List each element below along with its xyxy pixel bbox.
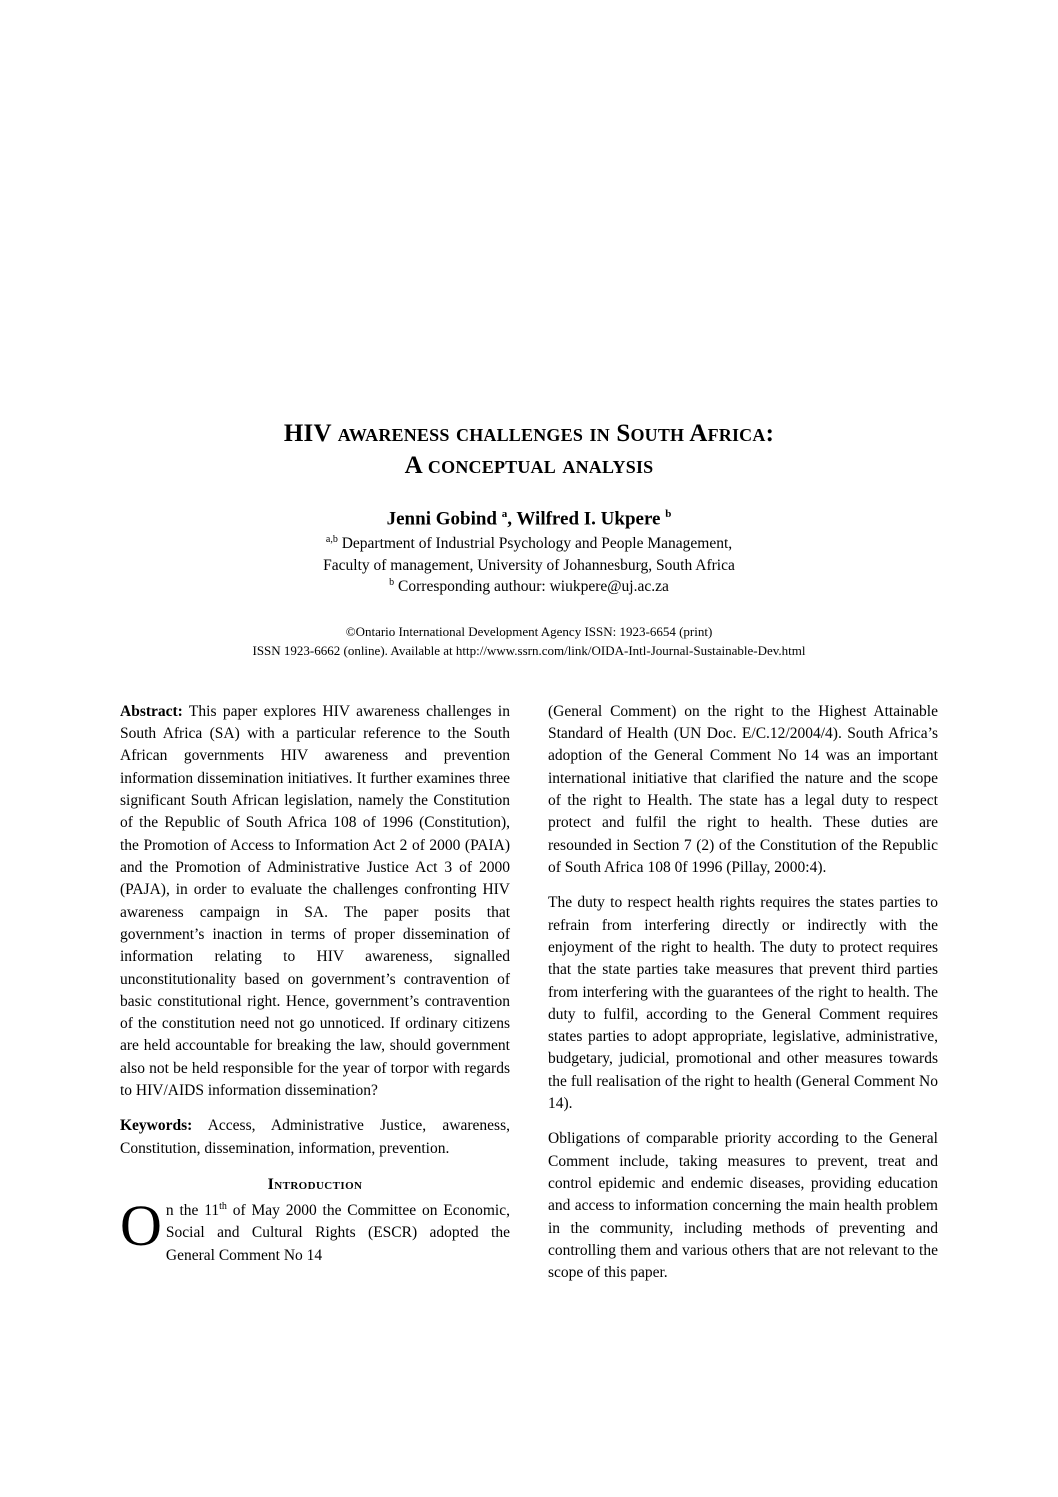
abstract-text: This paper explores HIV awareness challenges in South Africa (SA) with a particular reference to the South African governments HIV awareness and prevention information dissemination initiatives. It further examines three significant South African legislation, namely the Constitution of the Republic of South Africa 108 of 1996 (Constitution), the Promotion of Access to Information Act 2 of 2000 (PAIA) and the Promotion of Administrative Justice Act 3 of 2000 (PAJA), in order to evaluate the challenges confronting HIV awareness campaign in SA. The paper posits that government’s inaction in terms of proper dissemination of information relating to HIV awareness, signalled unconstitutionality based on government’s contravention of basic constitutional right. Hence, government’s contravention of the constitution need not go unnoticed. If ordinary citizens are held accountable for breaking the law, should government also not be held responsible for the year of torpor with regards to HIV/AIDS information dissemination? (120, 702, 510, 1100)
title-line-1: HIV awareness challenges in South Africa: (283, 420, 775, 447)
two-column-body (120, 701, 938, 1298)
paper-content (120, 418, 938, 1298)
introduction-paragraph (120, 1193, 510, 1267)
left-column (120, 701, 510, 1298)
corresponding-author-line (120, 576, 938, 598)
body-paragraph-1: (General Comment) on the right to the Highest Attainable Standard of Health (UN Doc. E/C.12/2004/4). South Africa’s adoption of the General Comment No 14 was an important international initiative that clarified the nature and the scope of the right to Health. The state has a legal duty to respect protect and fulfil the right to health. These duties are resounded in Section 7 (2) of the Constitution of the Republic of South Africa 108 0f 1996 (Pillay, 2000:4). (548, 702, 938, 876)
intro-ordinal-superscript: th (219, 1201, 227, 1213)
body-paragraph-3: Obligations of comparable priority according to the General Comment include, taking measures to prevent, treat and control epidemic and endemic diseases, providing education and access to information concerning the main health problem in the community, including methods of preventing and controlling them and various others that are not relevant to the scope of this paper. (548, 1130, 938, 1282)
author-list (120, 508, 938, 530)
body-paragraph-2: The duty to respect health rights requires the states parties to refrain from interfering directly or indirectly with the enjoyment of the right to health. The duty to protect requires that the state parties take measures that prevent third parties from interfering with the guarantees of the right to health. The duty to fulfil, according to the General Comment requires states parties to adopt appropriate, legislative, administrative, budgetary, judicial, promotional and other measures towards the full realisation of the right to health (General Comment No 14). (548, 894, 938, 1113)
affiliation-line-2: Faculty of management, University of Johannesburg, South Africa (323, 556, 735, 574)
journal-info (120, 622, 938, 661)
keywords-text: Access, Administrative Justice, awareness, Constitution, dissemination, information, prevention. (120, 1117, 510, 1157)
affiliation-block (120, 533, 938, 597)
right-column (548, 701, 938, 1298)
corresponding-author-email: Corresponding authour: wiukpere@uj.ac.za (394, 578, 669, 596)
affiliation-department: Department of Industrial Psychology and People Management, (337, 535, 733, 553)
journal-issn-print: ©Ontario International Development Agency ISSN: 1923-6654 (print) (345, 623, 713, 639)
author-affil-marker-b: b (665, 508, 672, 520)
page-title (120, 418, 938, 482)
journal-issn-online: ISSN 1923-6662 (online). Available at http://www.ssrn.com/link/OIDA-Intl-Journal-Sustainable-Dev.html (252, 643, 806, 659)
keywords-paragraph (120, 1115, 510, 1160)
affiliation-line-1 (120, 533, 938, 555)
author-name-2: , Wilfred I. Ukpere (507, 508, 666, 530)
intro-text-before-superscript: On the 11 (120, 1193, 220, 1259)
section-heading-introduction: Introduction (267, 1176, 363, 1194)
author-affil-marker-a: a (501, 508, 508, 520)
abstract-paragraph (120, 701, 510, 1103)
abstract-label: Abstract: (120, 702, 183, 720)
title-line-2: A conceptual analysis (404, 452, 654, 479)
intro-text-after-superscript: of May 2000 the Committee on Economic, Social and Cultural Rights (ESCR) adopted the General Comment No 14 (165, 1202, 510, 1264)
affiliation-marker: a,b (325, 534, 338, 546)
keywords-label: Keywords: (120, 1117, 193, 1135)
corresponding-marker: b (389, 577, 395, 589)
author-name-1: Jenni Gobind (386, 508, 502, 530)
